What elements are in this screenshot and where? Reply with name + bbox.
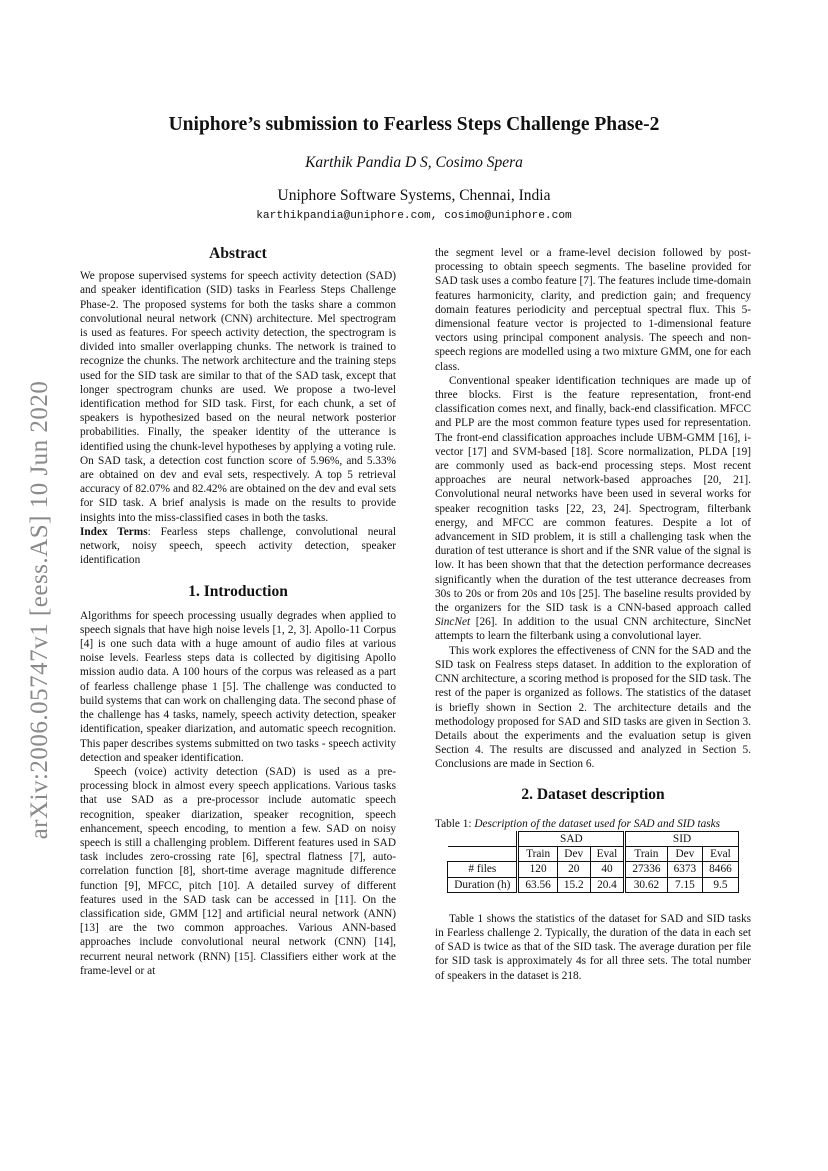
table-cell: 27336: [625, 862, 667, 877]
abstract-heading: Abstract: [209, 245, 267, 262]
table-row: [448, 877, 739, 892]
dataset-heading: 2. Dataset description: [521, 785, 665, 803]
intro-paragraph-5: This work explores the effectiveness of CNN for the SAD and the SID task on Fealress steps dataset. In addition to the exploration of CNN architecture, a scoring method is proposed for the SID task. The rest of the paper is organized as follows. The statistics of the dataset is briefly shown in Section 2. The architecture details and the methodology proposed for SAD and SID tasks are given in Section 3. Details about the experiments and the evaluation setup is given Section 4. The results are discussed and analyzed in Section 5. Conclusions are made in Section 6.: [435, 644, 751, 771]
table-cell: 7.15: [667, 877, 703, 892]
table-cell: 40: [590, 862, 625, 877]
intro-paragraph-4: [435, 374, 751, 644]
intro-paragraph-3: the segment level or a frame-level decision followed by post-processing to obtain speech segments. The baseline provided for SAD task uses a combo feature [7]. The features include time-domain features harmonicity, clarity, and prediction gain; and frequency domain features periodicity and perceptual spectral flux. This 5-dimensional feature vector is projected to 1-dimensional feature vectors using principal component analysis. The speech and non-speech regions are modelled using a two mixture GMM, one for each class.: [435, 247, 751, 373]
table-row: [448, 862, 739, 877]
paper-affiliation: Uniphore Software Systems, Chennai, India: [277, 187, 551, 204]
intro-p4-post: [26]. In addition to the usual CNN architecture, SincNet attempts to learn the filterbank using a convolutional layer.: [435, 616, 751, 643]
index-terms: [80, 525, 396, 568]
table-cell: 20: [557, 862, 590, 877]
table-cell: 9.5: [703, 877, 739, 892]
table-caption-label: Table 1:: [435, 817, 475, 830]
row-label: Duration (h): [448, 877, 518, 892]
subheader-cell: Train: [625, 847, 667, 862]
table-group-row: [448, 831, 739, 846]
subheader-cell: Dev: [667, 847, 703, 862]
table-cell: 8466: [703, 862, 739, 877]
arxiv-stamp: [14, 360, 66, 860]
intro-paragraph-1: Algorithms for speech processing usually degrades when applied to speech signals that have high noise levels [1, 2, 3]. Apollo-11 Corpus [4] is one such data with a huge amount of audio files at various noise levels. Fearless steps data is collected by digitising Apollo mission audio data. A 100 hours of the corpus was released as a part of fearless challenge phase 1 [5]. The challenge was conducted to build systems that can work on challenging data. The second phase of the challenge has 4 tasks, namely, speech activity detection, speaker identification, speaker diarization, and automatic speech recognition. This paper describes systems submitted on two tasks - speech activity detection and speaker identification.: [80, 609, 396, 764]
subheader-cell: Eval: [703, 847, 739, 862]
paper-authors: Karthik Pandia D S, Cosimo Spera: [305, 154, 523, 171]
group-header-sad: SAD: [518, 831, 625, 846]
paper-title: Uniphore’s submission to Fearless Steps Challenge Phase-2: [168, 114, 660, 135]
intro-paragraph-2: Speech (voice) activity detection (SAD) is used as a pre-processing block in almost every speech applications. Various tasks that use SAD as a pre-processor include automatic speech recognition, speaker diarization, speaker recognition, speech enhancement, speech encoding, to mention a few. SAD on noisy speech is still a challenging problem. Different features used in SAD task includes zero-crossing rate [6], spectral flatness [7], auto-correlation function [8], short-time average magnitude difference function [9], MFCC, pitch [10]. A detailed survey of different features used in the SAD task can be accessed in [11]. On the classification side, GMM [12] and artificial neural network (ANN) [13] are the two common approaches. Various ANN-based approaches include convolutional neural network (CNN) [14], recurrent neural network (RNN) [15]. Classifiers either work at the frame-level or at: [80, 765, 396, 977]
table-subheader-row: [448, 847, 739, 862]
intro-p4-pre: Conventional speaker identification techniques are made up of three blocks. First is the feature representation, front-end classification comes next, and finally, back-end classification. MFCC and PLP are the most common feature types used for representation. The front-end classification approaches include UBM-GMM [16], i-vector [17] and SVM-based [18]. Score normalization, PLDA [19] are commonly used as back-end processing steps. Most recent approaches are neural network-based approaches [20, 21]. Convolutional neural networks have been used in several works for speaker recognition tasks [22, 23, 24]. Spectrogram, filterbank energy, and MFCC are common features. Despite a lot of advancement in SID problem, it is still a challenging task when the duration of test utterance is short and if the SNR value of the signal is low. It has been shown that that the detection performance decreases significantly when the duration of the test utterance decreases from 30s to 20s or from 20s and 10s [25]. The baseline results provided by the organizers for the SID task is a CNN-based approach called: [435, 374, 751, 615]
group-header-sid: SID: [625, 831, 738, 846]
index-terms-label: Index Terms: [80, 525, 148, 538]
dataset-paragraph-1: Table 1 shows the statistics of the dataset for SAD and SID tasks in Fearless challenge 2. Typically, the duration of the data in each set of SAD is twice as that of the SID task. The average duration per file for SID task is approximately 4s for all three sets. The total number of speakers in the dataset is 218.: [435, 912, 751, 982]
subheader-cell: Eval: [590, 847, 625, 862]
table-corner-2: [448, 847, 518, 862]
left-column: [80, 246, 396, 978]
table-cell: 6373: [667, 862, 703, 877]
table-corner: [448, 831, 518, 846]
subheader-cell: Train: [518, 847, 557, 862]
table-cell: 15.2: [557, 877, 590, 892]
paper-emails: karthikpandia@uniphore.com, cosimo@uniphore.com: [256, 210, 572, 222]
table-cell: 20.4: [590, 877, 625, 892]
table-caption: [435, 817, 751, 831]
table-cell: 30.62: [625, 877, 667, 892]
introduction-heading: 1. Introduction: [188, 583, 288, 601]
row-label: # files: [448, 862, 518, 877]
table-cell: 120: [518, 862, 557, 877]
right-column: [435, 246, 751, 983]
abstract-body: We propose supervised systems for speech activity detection (SAD) and speaker identification (SID) tasks in Fearless Steps Challenge Phase-2. The proposed systems for both the tasks share a common convolutional neural network (CNN) architecture. Mel spectrogram is used as features. For speech activity detection, the spectrogram is divided into smaller overlapping chunks. The network is trained to recognize the chunks. The network architecture and the training steps used for the SID task are similar to that of the SAD task, except that longer spectrogram chunks are used. We propose a two-level identification method for SID task. First, for each chunk, a set of speakers is hypothesized based on the neural network posterior probabilities. Finally, the speaker identity of the utterance is identified using the chunk-level hypotheses by applying a voting rule. On SAD task, a detection cost function score of 5.96%, and 5.33% are obtained on dev and eval sets, respectively. A top 5 retrieval accuracy of 82.07% and 82.42% are obtained on the dev and eval sets for SID task. A brief analysis is made on the results to provide insights into the miss-classified cases in both the tasks.: [80, 270, 396, 524]
table-caption-text: Description of the dataset used for SAD and SID tasks: [474, 817, 721, 830]
dataset-table: [447, 831, 739, 893]
arxiv-stamp-text: arXiv:2006.05747v1 [eess.AS] 10 Jun 2020: [26, 380, 53, 840]
index-terms-text: : Fearless steps challenge, convolutional neural network, noisy speech, speech activity detection, speaker identification: [80, 525, 396, 567]
sincnet-term: SincNet: [435, 616, 471, 629]
table-cell: 63.56: [518, 877, 557, 892]
subheader-cell: Dev: [557, 847, 590, 862]
